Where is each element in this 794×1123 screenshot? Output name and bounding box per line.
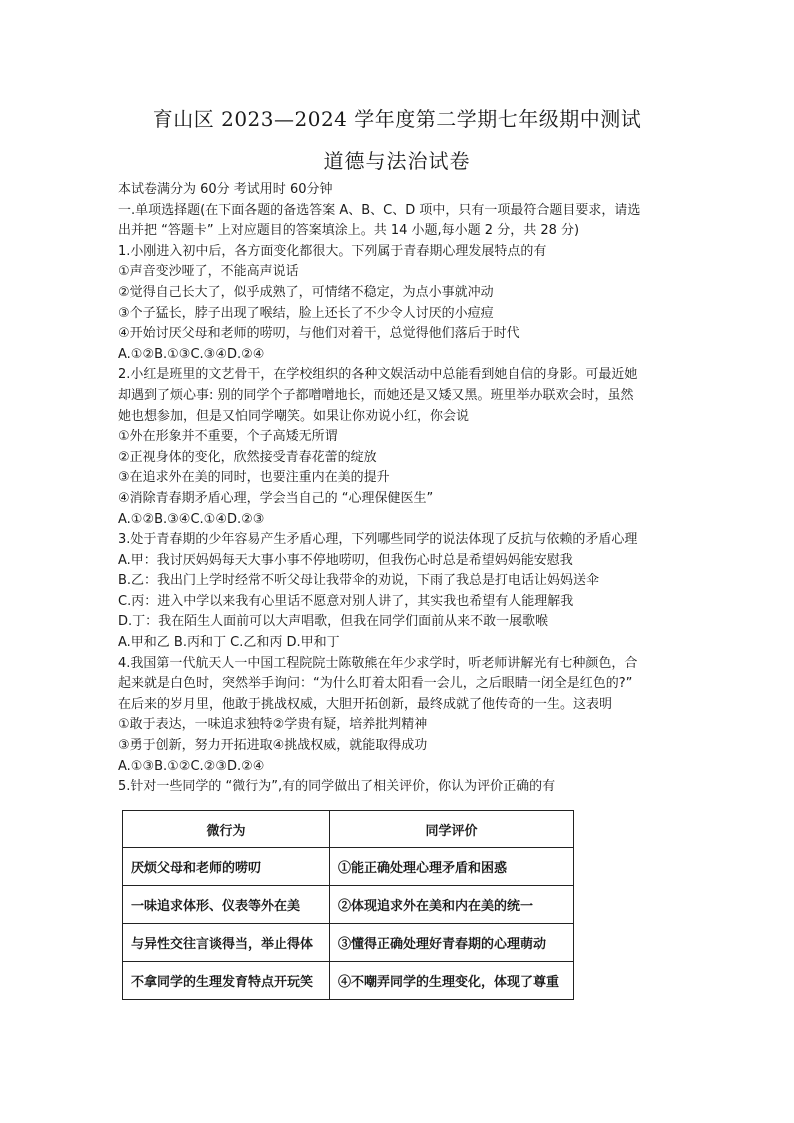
q5-behavior-cell: 一味追求体形、仪表等外在美: [123, 886, 330, 924]
q2-item: ①外在形象并不重要，个子高矮无所谓: [118, 429, 338, 445]
exam-subtitle: 道德与法治试卷: [323, 149, 471, 173]
q5-table-header: [123, 811, 574, 848]
q2-stem-line2: 却遇到了烦心事: 别的同学个子都噌噌地长，而她还是又矮又黑。班里举办联欢会时，虽然: [118, 387, 634, 403]
q5-behavior-cell: 与异性交往言谈得当，举止得体: [123, 924, 330, 962]
q1-options: A.①②B.①③C.③④D.②④: [118, 346, 265, 362]
table-row: [123, 962, 574, 1000]
q5-evaluation-cell: ②体现追求外在美和内在美的统一: [330, 886, 574, 924]
q5-evaluation-cell: ③懂得正确处理好青春期的心理萌动: [330, 924, 574, 962]
q2-item: ②正视身体的变化，欣然接受青春花蕾的绽放: [118, 449, 377, 465]
section-instructions-line2: 出并把 “答题卡” 上对应题目的答案填涂上。共 14 小题,每小题 2 分，共 28 分): [118, 223, 580, 239]
q2-options: A.①②B.③④C.①④D.②③: [118, 511, 265, 527]
table-row: [123, 924, 574, 962]
q4-stem-line3: 在后来的岁月里，他敢于挑战权威，大胆开拓创新，最终成就了他传奇的一生。这表明: [118, 696, 613, 712]
q1-item: ②觉得自己长大了，似乎成熟了，可情绪不稳定，为点小事就冲动: [118, 284, 494, 300]
q5-evaluation-cell: ④不嘲弄同学的生理变化，体现了尊重: [330, 962, 574, 1000]
q1-item: ①声音变沙哑了，不能高声说话: [118, 264, 299, 280]
section-instructions-line1: 一.单项选择题(在下面各题的备选答案 A、B、C、D 项中，只有一项最符合题目要求，请选: [118, 202, 641, 218]
exam-intro: 本试卷满分为 60分 考试用时 60分钟: [118, 182, 333, 197]
q4-options: A.①③B.①②C.②③D.②④: [118, 758, 265, 774]
q5-header-evaluation: 同学评价: [330, 811, 574, 848]
table-row: [123, 848, 574, 886]
q5-behavior-cell: 厌烦父母和老师的唠叨: [123, 848, 330, 886]
q4-item: ③勇于创新，努力开拓进取④挑战权威，就能取得成功: [118, 738, 428, 754]
table-row: [123, 886, 574, 924]
q1-stem: 1.小刚进入初中后，各方面变化都很大。下列属于青春期心理发展特点的有: [118, 243, 547, 259]
q2-item: ④消除青春期矛盾心理，学会当自己的 “心理保健医生”: [118, 490, 434, 506]
q4-item: ①敢于表达，一味追求独特②学贵有疑，培养批判精神: [118, 717, 428, 733]
q3-options: A.甲和乙 B.丙和丁 C.乙和丙 D.甲和丁: [118, 635, 340, 651]
q3-item: D.丁：我在陌生人面前可以大声唱歌，但我在同学们面前从来不敢一展歌喉: [118, 614, 549, 630]
q5-stem: 5.针对一些同学的 “微行为”,有的同学做出了相关评价，你认为评价正确的有: [118, 779, 556, 795]
q4-stem-line2: 起来就是白色时，突然举手询问：“为什么盯着太阳看一会儿，之后眼睛一闭全是红色的?”: [118, 676, 633, 692]
q3-item: C.丙：进入中学以来我有心里话不愿意对别人讲了，其实我也希望有人能理解我: [118, 593, 574, 609]
q2-stem-line3: 她也想参加，但是又怕同学嘲笑。如果让你劝说小红，你会说: [118, 408, 470, 424]
q3-item: A.甲：我讨厌妈妈每天大事小事不停地唠叨，但我伤心时总是希望妈妈能安慰我: [118, 552, 573, 568]
q1-item: ④开始讨厌父母和老师的唠叨，与他们对着干，总觉得他们落后于时代: [118, 326, 520, 342]
q2-stem-line1: 2.小红是班里的文艺骨干，在学校组织的各种文娱活动中总能看到她自信的身影。可最近她: [118, 367, 638, 383]
q3-stem: 3.处于青春期的少年容易产生矛盾心理，下列哪些同学的说法体现了反抗与依赖的矛盾心理: [118, 532, 638, 548]
q5-header-behavior: 微行为: [123, 811, 330, 848]
q4-stem-line1: 4.我国第一代航天人一中国工程院院士陈敬熊在年少求学时，听老师讲解光有七种颜色，合: [118, 655, 638, 671]
exam-title: 育山区 2023—2024 学年度第二学期七年级期中测试: [152, 107, 642, 131]
q1-item: ③个子猛长，脖子出现了喉结，脸上还长了不少令人讨厌的小痘痘: [118, 305, 494, 321]
q2-item: ③在追求外在美的同时，也要注重内在美的提升: [118, 470, 390, 486]
q5-evaluation-cell: ①能正确处理心理矛盾和困惑: [330, 848, 574, 886]
q5-behavior-cell: 不拿同学的生理发育特点开玩笑: [123, 962, 330, 1000]
q5-table: [122, 810, 574, 1000]
q3-item: B.乙：我出门上学时经常不听父母让我带伞的劝说，下雨了我总是打电话让妈妈送伞: [118, 573, 600, 589]
exam-body: [118, 180, 688, 798]
